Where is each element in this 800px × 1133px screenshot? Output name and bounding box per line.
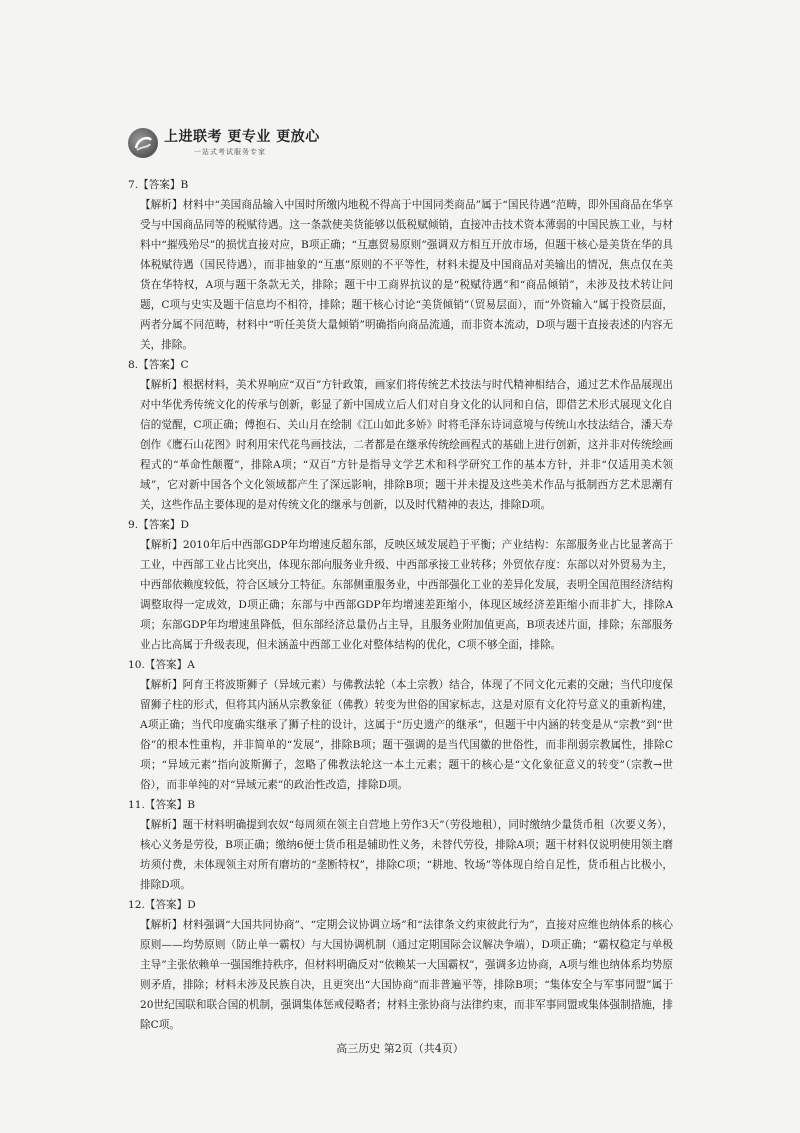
analysis-text: 【解析】材料强调“大国共同协商”、“定期会议协调立场”和“法律条文约束彼此行为”，直接对应维也纳体系的核心原则——均势原则（防止单一霸权）与大国协调机制（通过定期国际会议解决争端），D项正确；“霸权稳定与单极主导”主张依赖单一强国维持秩序，但材料明确反对“依赖某一大国霸权”，强调多边协商，A项与维也纳体系均势原则矛盾，排除；材料未涉及民族自决，且更突出“大国协商”而非普遍平等，排除B项；“集体安全与军事同盟”属于20世纪国联和联合国的机制，强调集体惩戒侵略者；材料主张协商与法律约束，而非军事同盟或集体强制措施，排除C项。 <box>140 919 673 1031</box>
answer-line: 11.【答案】B <box>128 799 196 811</box>
analysis-text: 【解析】材料中“美国商品输入中国时所缴内地税不得高于中国同类商品”属于“国民待遇”范畴，即外国商品在华享受与中国商品同等的税赋待遇。这一条款使美货能够以低税赋倾销，直接冲击技术资本薄弱的中国民族工业，与材料中“摧残殆尽”的损忧直接对应，B项正确；“互惠贸易原则”强调双方相互开放市场，但题干核心是美货在华的具体税赋待遇（国民待遇），而非抽象的“互惠”原则的不平等性，材料未提及中国商品对美输出的情况，焦点仅在美货在华特权，A项与题干条款无关，排除；题干中工商界抗议的是“税赋待遇”和“商品倾销”，未涉及技术转让问题，C项与史实及题干信息均不相符，排除；题干核心讨论“美货倾销”（贸易层面），而“外资输入”属于投资层面，两者分属不同范畴，材料中“听任美货大量倾销”明确指向商品流通，而非资本流动，D项与题干直接表述的内容无关，排除。 <box>140 199 673 351</box>
brand-header <box>128 128 320 158</box>
brand-logo-icon <box>128 128 158 158</box>
analysis-text: 【解析】阿育王将波斯狮子（异域元素）与佛教法轮（本土宗教）结合，体现了不同文化元素的交融；当代印度保留狮子柱的形式，但将其内涵从宗教象征（佛教）转变为世俗的国家标志，这是对原有文化符号意义的重新构建，A项正确；当代印度确实继承了狮子柱的设计，这属于“历史遗产的继承”，但题干中内涵的转变是从“宗教”到“世俗”的根本性重构，并非简单的“发展”，排除B项；题干强调的是当代国徽的世俗性，而非削弱宗教属性，排除C项；“异域元素”指向波斯狮子，忽略了佛教法轮这一本土元素；题干的核心是“文化象征意义的转变”（宗教→世俗），而非单纯的对“异域元素”的政治性改造，排除D项。 <box>140 679 673 791</box>
page-footer: 高三历史 第2页（共4页） <box>336 1042 464 1055</box>
question-7 <box>128 175 673 355</box>
question-11 <box>128 795 673 895</box>
answer-content <box>128 175 673 1035</box>
analysis-text: 【解析】根据材料，美术界响应“双百”方针政策，画家们将传统艺术技法与时代精神相结合，通过艺术作品展现出对中华优秀传统文化的传承与创新，彰显了新中国成立后人们对自身文化的认同和自信，即借艺术形式展现文化自信的觉醒，C项正确；傅抱石、关山月在绘制《江山如此多娇》时将毛泽东诗词意境与传统山水技法结合，潘天寿创作《鹰石山花图》时利用宋代花鸟画技法，二者都是在继承传统绘画程式的基础上进行创新，这并非对传统绘画程式的“革命性颠覆”，排除A项；“双百”方针是指导文学艺术和科学研究工作的基本方针，并非“仅适用美术领域”，它对新中国各个文化领域都产生了深远影响，排除B项；题干并未提及这些美术作品与抵制西方艺术思潮有关，这些作品主要体现的是对传统文化的继承与创新，以及时代精神的表达，排除D项。 <box>140 379 673 511</box>
answer-line: 10.【答案】A <box>128 659 195 671</box>
brand-title: 上进联考 更专业 更放心 <box>164 129 320 145</box>
answer-line: 9.【答案】D <box>128 519 189 531</box>
brand-subtitle: 一站式考试服务专家 <box>194 148 266 156</box>
answer-line: 12.【答案】D <box>128 899 196 911</box>
question-12 <box>128 895 673 1035</box>
answer-line: 7.【答案】B <box>128 179 189 191</box>
question-10 <box>128 655 673 795</box>
answer-line: 8.【答案】C <box>128 359 189 371</box>
question-8 <box>128 355 673 515</box>
analysis-text: 【解析】2010年后中西部GDP年均增速反超东部，反映区域发展趋于平衡；产业结构：东部服务业占比显著高于工业，中西部工业占比突出，体现东部向服务业升级、中西部承接工业转移；外贸依存度：东部以对外贸易为主，中西部依赖度较低，符合区域分工特征。东部侧重服务业，中西部强化工业的差异化发展，表明全国范围经济结构调整取得一定成效，D项正确；东部与中西部GDP年均增速差距缩小，体现区域经济差距缩小而非扩大，排除A项；东部GDP年均增速虽降低，但东部经济总量仍占主导，且服务业附加值更高，B项表述片面，排除；东部服务业占比高属于升级表现，但未涵盖中西部工业化对整体结构的优化，C项不够全面，排除。 <box>140 539 673 651</box>
question-9 <box>128 515 673 655</box>
analysis-text: 【解析】题干材料明确提到农奴“每周须在领主自营地上劳作3天”（劳役地租），同时缴纳少量货币租（次要义务），核心义务是劳役，B项正确；缴纳6便士货币租是辅助性义务，未替代劳役，排除A项；题干材料仅说明使用领主磨坊须付费，未体现领主对所有磨坊的“垄断特权”，排除C项；“耕地、牧场”等体现自给自足性，货币租占比极小，排除D项。 <box>140 819 673 891</box>
